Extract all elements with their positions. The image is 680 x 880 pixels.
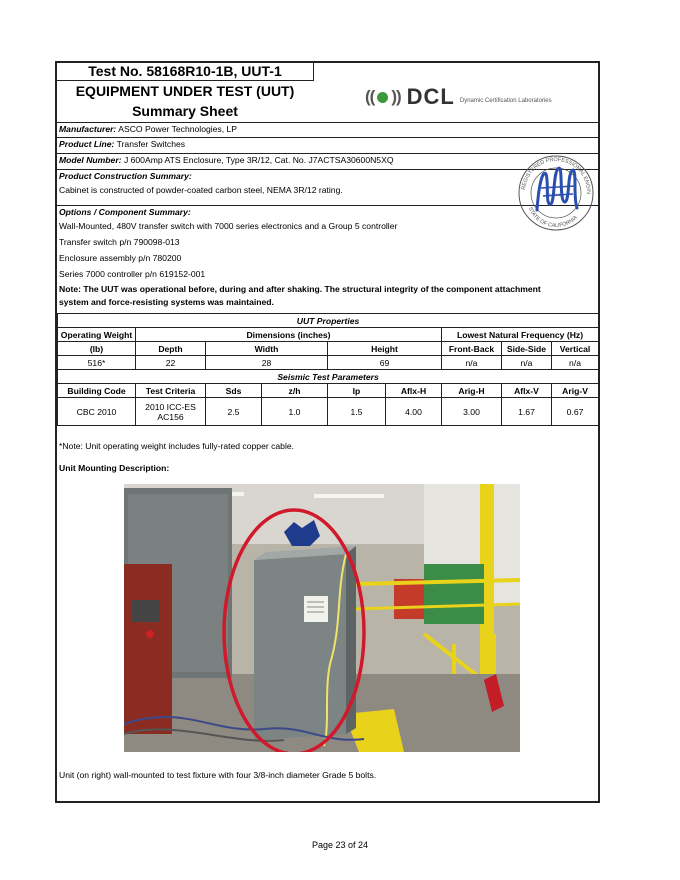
arig-v-header: Arig-V	[552, 384, 599, 398]
engineer-stamp-icon	[515, 152, 597, 232]
uut-properties-title: UUT Properties	[58, 314, 599, 328]
weight-value: 516*	[58, 356, 136, 370]
logo-text: DCL	[406, 84, 455, 109]
mounting-label: Unit Mounting Description:	[59, 463, 170, 473]
options-line: Transfer switch p/n 790098-013	[59, 237, 180, 247]
options-line: Series 7000 controller p/n 619152-001	[59, 269, 206, 279]
arig-h-header: Arig-H	[442, 384, 502, 398]
dcl-logo	[365, 84, 552, 110]
options-label: Options / Component Summary:	[59, 207, 191, 217]
operating-weight-unit: (lb)	[58, 342, 136, 356]
vertical-header: Vertical	[552, 342, 599, 356]
operational-note-line: system and force-resisting systems was maintained.	[59, 297, 274, 307]
logo-subtext: Dynamic Certification Laboratories	[459, 98, 552, 104]
stamp-top-text: REGISTERED PROFESSIONAL ENGIN	[521, 156, 592, 194]
sds-value: 2.5	[206, 398, 262, 426]
page-title: EQUIPMENT UNDER TEST (UUT)	[75, 83, 295, 99]
width-header: Width	[206, 342, 328, 356]
depth-header: Depth	[136, 342, 206, 356]
page-number: Page 23 of 24	[311, 840, 369, 850]
aflx-v-value: 1.67	[502, 398, 552, 426]
aflx-h-header: Aflx-H	[386, 384, 442, 398]
weight-footnote: *Note: Unit operating weight includes fully-rated copper cable.	[59, 441, 295, 451]
manufacturer-row	[57, 122, 598, 135]
product-line-row	[57, 137, 598, 150]
front-back-header: Front-Back	[442, 342, 502, 356]
mounting-caption: Unit (on right) wall-mounted to test fixture with four 3/8-inch diameter Grade 5 bolts.	[59, 770, 377, 780]
front-back-value: n/a	[442, 356, 502, 370]
product-line-label: Product Line:	[59, 139, 115, 149]
logo-green-dot-icon	[377, 92, 388, 103]
arig-v-value: 0.67	[552, 398, 599, 426]
sds-header: Sds	[206, 384, 262, 398]
options-line: Wall-Mounted, 480V transfer switch with 7000 series electronics and a Group 5 controller	[59, 221, 398, 231]
logo-right-waves: ))	[391, 87, 401, 106]
arig-h-value: 3.00	[442, 398, 502, 426]
test-criteria-line: 2010 ICC-ES	[145, 401, 196, 412]
ip-header: Ip	[328, 384, 386, 398]
product-line-value: Transfer Switches	[116, 139, 186, 149]
aflx-h-value: 4.00	[386, 398, 442, 426]
test-lab-photo-icon	[124, 484, 520, 752]
manufacturer-label: Manufacturer:	[59, 124, 117, 134]
seismic-parameters-title: Seismic Test Parameters	[58, 370, 599, 384]
side-side-value: n/a	[502, 356, 552, 370]
construction-label: Product Construction Summary:	[59, 171, 192, 181]
height-value: 69	[328, 356, 442, 370]
options-line: Enclosure assembly p/n 780200	[59, 253, 182, 263]
vertical-value: n/a	[552, 356, 599, 370]
building-code-value: CBC 2010	[58, 398, 136, 426]
test-criteria-header: Test Criteria	[136, 384, 206, 398]
model-label: Model Number:	[59, 155, 122, 165]
side-side-header: Side-Side	[502, 342, 552, 356]
test-criteria-value	[136, 398, 206, 426]
operational-note-line: Note: The UUT was operational before, during and after shaking. The structural integrity of the component attachment	[59, 284, 541, 294]
building-code-header: Building Code	[58, 384, 136, 398]
depth-value: 22	[136, 356, 206, 370]
zh-header: z/h	[262, 384, 328, 398]
page-subtitle: Summary Sheet	[132, 103, 238, 119]
zh-value: 1.0	[262, 398, 328, 426]
test-criteria-line: AC156	[157, 411, 184, 422]
test-number: Test No. 58168R10-1B, UUT-1	[57, 63, 314, 81]
height-header: Height	[328, 342, 442, 356]
aflx-v-header: Aflx-V	[502, 384, 552, 398]
operating-weight-header: Operating Weight	[58, 328, 136, 342]
uut-properties-table	[57, 313, 599, 426]
manufacturer-value: ASCO Power Technologies, LP	[118, 124, 238, 134]
model-value: J 600Amp ATS Enclosure, Type 3R/12, Cat. No. J7ACTSA30600N5XQ	[123, 155, 394, 165]
logo-left-waves: ((	[365, 87, 375, 106]
dimensions-header: Dimensions (inches)	[136, 328, 442, 342]
ip-value: 1.5	[328, 398, 386, 426]
width-value: 28	[206, 356, 328, 370]
frequency-header: Lowest Natural Frequency (Hz)	[442, 328, 599, 342]
stamp-small-text: S 3 2 5 0	[547, 192, 565, 197]
stamp-bottom-text: STATE OF CALIFORNIA	[526, 206, 579, 230]
unit-mounting-photo	[124, 484, 520, 752]
construction-value: Cabinet is constructed of powder-coated carbon steel, NEMA 3R/12 rating.	[59, 185, 343, 195]
